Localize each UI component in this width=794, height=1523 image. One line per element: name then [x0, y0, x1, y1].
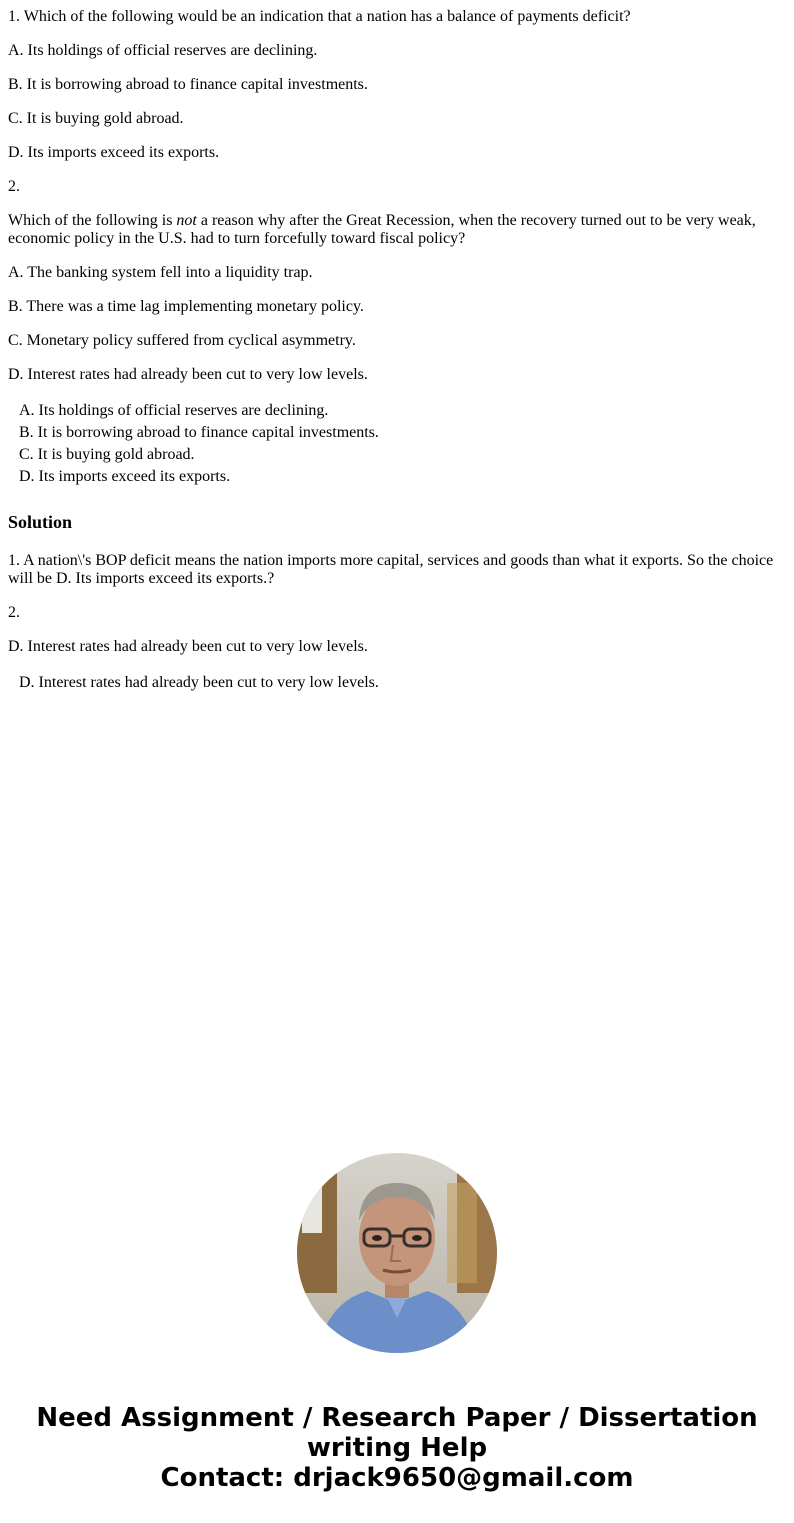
question-2-option-d: D. Interest rates had already been cut to very low levels. — [8, 366, 368, 383]
list-item: B. It is borrowing abroad to finance capital investments. — [19, 424, 379, 441]
question-2-number: 2. — [8, 178, 20, 195]
solution-number-2: 2. — [8, 604, 20, 621]
question-2-emphasis: not — [176, 212, 197, 229]
person-photo-icon — [297, 1153, 497, 1353]
promo-line-2: writing Help — [306, 1433, 488, 1463]
document-body — [0, 0, 794, 694]
question-2-text: Which of the following is not a reason why after the Great Recession, when the recovery turned out to be very weak, economic policy in the U.S. had to turn forcefully toward fiscal policy? — [8, 212, 756, 247]
question-1-option-a: A. Its holdings of official reserves are declining. — [8, 42, 318, 59]
list-item: A. Its holdings of official reserves are declining. — [19, 402, 329, 419]
promo-contact-block — [0, 1403, 794, 1493]
solution-heading: Solution — [8, 512, 73, 532]
list-item: D. Interest rates had already been cut to very low levels. — [19, 674, 379, 691]
question-2-option-b: B. There was a time lag implementing monetary policy. — [8, 298, 364, 315]
question-1-option-b: B. It is borrowing abroad to finance capital investments. — [8, 76, 368, 93]
question-2-option-c: C. Monetary policy suffered from cyclical asymmetry. — [8, 332, 356, 349]
list-item: C. It is buying gold abroad. — [19, 446, 195, 463]
question-2-option-a: A. The banking system fell into a liquidity trap. — [8, 264, 313, 281]
solution-answer-2: D. Interest rates had already been cut to very low levels. — [8, 638, 368, 655]
solution-answer-list — [8, 672, 786, 694]
solution-answer-1: 1. A nation\'s BOP deficit means the nation imports more capital, services and goods than what it exports. So the choice will be D. Its imports exceed its exports.? — [8, 552, 774, 587]
question-1-option-c: C. It is buying gold abroad. — [8, 110, 184, 127]
promo-contact-email: Contact: drjack9650@gmail.com — [160, 1463, 634, 1493]
repeated-options-list — [8, 400, 786, 488]
question-1-option-d: D. Its imports exceed its exports. — [8, 144, 220, 161]
list-item: D. Its imports exceed its exports. — [19, 468, 231, 485]
question-1-text: 1. Which of the following would be an indication that a nation has a balance of payments deficit? — [8, 8, 631, 25]
avatar — [297, 1153, 497, 1353]
promo-line-1: Need Assignment / Research Paper / Dissertation — [36, 1403, 758, 1433]
